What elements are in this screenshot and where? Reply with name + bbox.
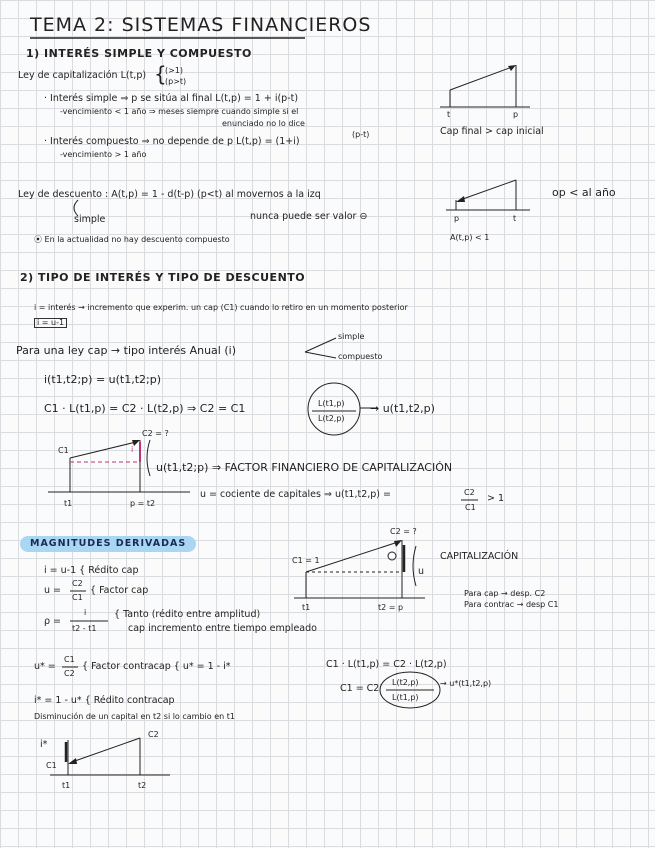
c-frac-den: L(t1,p) [392,693,419,702]
i-small: i [131,445,134,454]
d-c2: C2 = ? [390,527,417,536]
i-star: i* = 1 - u* { Rédito contracap [34,695,175,706]
d3-t1: t1 [62,781,71,790]
compuesto-exponent: (p-t) [352,130,370,139]
c-result: → u*(t1,t2,p) [440,679,492,688]
section1-heading: 1) INTERÉS SIMPLE Y COMPUESTO [26,47,252,60]
compuesto-line: · Interés compuesto ⇒ no depende de p L(t,p) = (1+i) [44,136,300,147]
cociente-line: u = cociente de capitales ⇒ u(t1,t2,p) = [200,489,391,500]
frac-den: L(t2,p) [318,414,345,423]
opt-simple: simple [338,332,365,341]
para-ley: Para una ley cap → tipo interés Anual (i) [16,344,236,357]
c2-question: C2 = ? [142,429,169,438]
r3-lhs: ρ = [44,616,62,627]
r2-den: C1 [72,593,83,602]
page-title: TEMA 2: SISTEMAS FINANCIEROS [30,14,372,36]
ley-cap-label: Ley de capitalización L(t,p) [18,70,147,81]
u-star-rhs: { Factor contracap { u* = 1 - i* [82,661,231,672]
desc-never: nunca puede ser valor ⊖ [250,211,368,222]
d-t2: t2 = p [378,603,404,612]
compuesto-vencimiento: -vencimiento > 1 año [60,150,147,159]
i-formula: i = u-1 [34,318,67,328]
desc-simple: simple [74,214,106,225]
cap-note: Cap final > cap inicial [440,126,544,137]
note-contrac: Para contrac → desp C1 [464,600,559,609]
diag2-a: A(t,p) < 1 [450,233,490,242]
r1: i = u-1 { Rédito cap [44,565,139,576]
eq1: i(t1,t2;p) = u(t1,t2;p) [44,373,162,386]
coc-num: C2 [464,488,475,497]
i-definition: i = interés → incremento que experim. un cap (C1) cuando lo retiro en un momento posterior [34,303,408,312]
c-eq2: C1 = C2 [340,683,380,694]
u-star-den: C2 [64,669,75,678]
brace: { [154,62,167,86]
c-frac-num: L(t2,p) [392,678,419,687]
r3-b: cap incremento entre tiempo empleado [128,623,317,634]
eq2: C1 · L(t1,p) = C2 · L(t2,p) ⇒ C2 = C1 [44,402,246,415]
diag1-t: t [447,110,451,119]
c1-label: C1 [58,446,69,455]
diag2-t: t [513,214,517,223]
d3-istar: i* [40,739,48,750]
frac-num: L(t1,p) [318,399,345,408]
d3-c2: C2 [148,730,159,739]
p-t2-label: p = t2 [130,499,156,508]
note-cap: Para cap → desp. C2 [464,589,546,598]
d-t1: t1 [302,603,311,612]
coc-den: C1 [465,503,476,512]
u-star-num: C1 [64,655,75,664]
section3-heading: MAGNITUDES DERIVADAS [20,536,196,552]
simple-line: · Interés simple ⇒ p se sitúa al final L(t,p) = 1 + i(p-t) [44,93,299,104]
dismin: Disminución de un capital en t2 si lo cambio en t1 [34,712,235,721]
d-u: u [418,566,425,577]
eq2-result: → u(t1,t2,p) [370,402,435,415]
cond-pgt: (p>t) [165,77,187,86]
r2-lhs: u = [44,585,62,596]
t1-label: t1 [64,499,73,508]
ley-descuento: Ley de descuento : A(t,p) = 1 - d(t-p) (p<t) al movernos a la izq [18,189,321,200]
op-note: op < al año [552,186,616,199]
r3-a: { Tanto (rédito entre amplitud) [114,609,261,620]
d-c1: C1 = 1 [292,556,320,565]
u-star-lhs: u* = [34,661,56,672]
desc-note: ⦿ En la actualidad no hay descuento compuesto [34,235,230,244]
r2-num: C2 [72,579,83,588]
cond-gt1: (>1) [165,66,184,75]
r3-num: i [84,608,87,617]
coc-gt: > 1 [487,493,505,504]
diag2-p: p [454,214,460,223]
d3-t2: t2 [138,781,147,790]
cap-title: CAPITALIZACIÓN [440,551,519,562]
r2-rhs: { Factor cap [90,585,149,596]
r3-den: t2 - t1 [72,624,97,633]
factor-line: u(t1,t2;p) ⇒ FACTOR FINANCIERO DE CAPITALIZACIÓN [156,461,453,474]
simple-note: enunciado no lo dice [222,119,305,128]
opt-compuesto: compuesto [338,352,383,361]
c-eq1: C1 · L(t1,p) = C2 · L(t2,p) [326,659,447,670]
diag1-p: p [513,110,519,119]
d3-c1: C1 [46,761,57,770]
section2-heading: 2) TIPO DE INTERÉS Y TIPO DE DESCUENTO [20,271,306,284]
simple-vencimiento: -vencimiento < 1 año ⇒ meses siempre cuando simple si el [60,107,299,116]
